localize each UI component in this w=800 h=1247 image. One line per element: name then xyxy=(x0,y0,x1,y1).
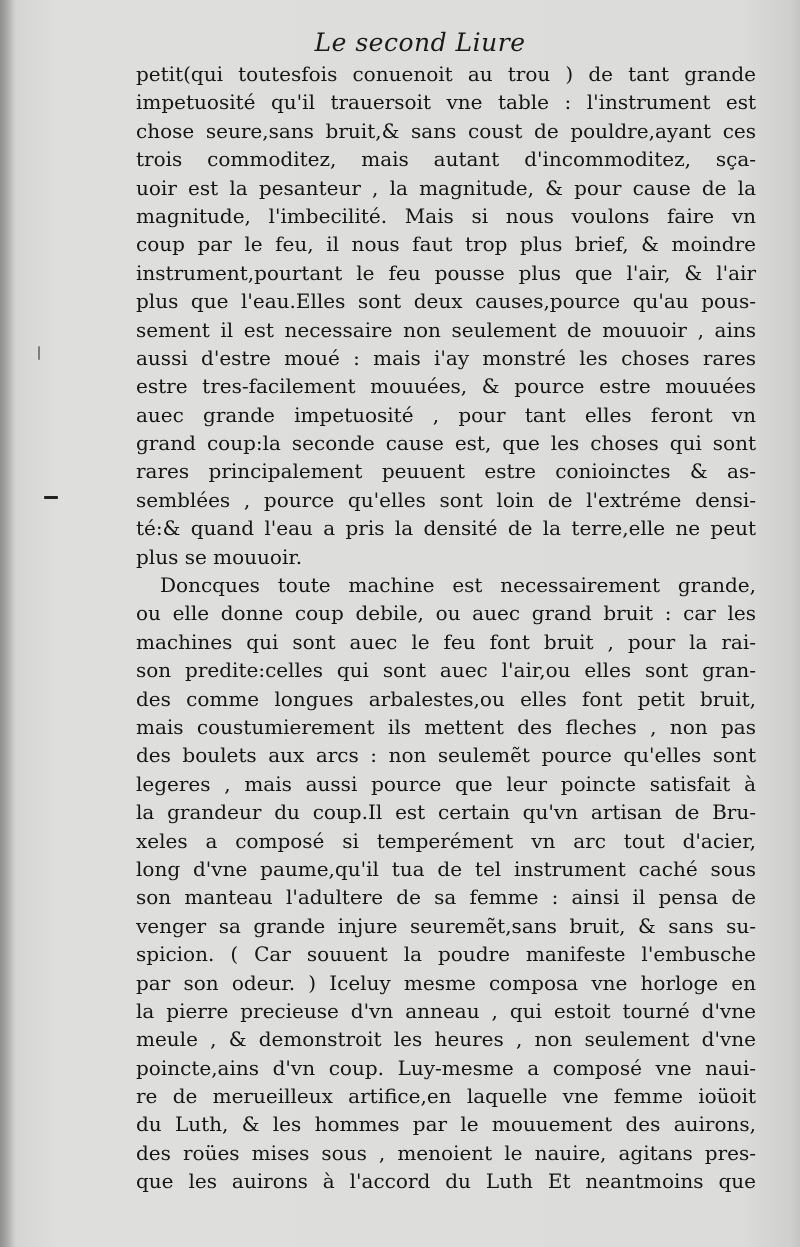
text-line: plus que l'eau.Elles sont deux causes,pource qu'au pous- xyxy=(136,289,756,314)
text-line: machines qui sont auec le feu font bruit , pour la rai- xyxy=(136,629,756,654)
running-head-text: Le second Liure xyxy=(314,28,526,57)
text-line: rares principalement peuuent estre conioinctes & as- xyxy=(136,459,756,484)
gutter-shadow xyxy=(0,0,14,1247)
text-line: des roües mises sous , menoient le nauire, agitans pres- xyxy=(136,1140,756,1165)
body-text xyxy=(136,60,756,1196)
text-line: par son odeur. ) Iceluy mesme composa vne horloge en xyxy=(136,970,756,995)
text-line: instrument,pourtant le feu pousse plus que l'air, & l'air xyxy=(136,260,756,285)
text-line: plus se mouuoir. xyxy=(136,544,303,569)
text-line: estre tres-facilement mouuées, & pource estre mouuées xyxy=(136,374,756,399)
text-line: meule , & demonstroit les heures , non seulement d'vne xyxy=(136,1027,756,1052)
text-line: xeles a composé si temperément vn arc tout d'acier, xyxy=(136,828,756,853)
text-line: re de merueilleux artifice,en laquelle vne femme ioüoit xyxy=(136,1084,756,1109)
paragraph-first-line: Doncques toute machine est necessairement grande, xyxy=(160,573,756,598)
text-line: ou elle donne coup debile, ou auec grand bruit : car les xyxy=(136,601,756,626)
running-head xyxy=(0,28,800,57)
text-line: mais coustumierement ils mettent des fleches , non pas xyxy=(136,714,756,739)
text-line: coup par le feu, il nous faut trop plus brief, & moindre xyxy=(136,232,756,257)
text-line: la pierre precieuse d'vn anneau , qui estoit tourné d'vne xyxy=(136,998,756,1023)
margin-mark xyxy=(38,346,40,360)
text-line: son manteau l'adultere de sa femme : ainsi il pensa de xyxy=(136,885,756,910)
text-line: impetuosité qu'il trauersoit vne table : l'instrument est xyxy=(136,90,756,115)
text-line: té:& quand l'eau a pris la densité de la terre,elle ne peut xyxy=(136,516,756,541)
text-line: que les auirons à l'accord du Luth Et neantmoins que xyxy=(136,1169,756,1194)
text-line: uoir est la pesanteur , la magnitude, & pour cause de la xyxy=(136,175,756,200)
text-line: semblées , pource qu'elles sont loin de l'extréme densi- xyxy=(136,487,756,512)
text-line: petit(qui toutesfois conuenoit au trou ) de tant grande xyxy=(136,62,756,86)
margin-mark xyxy=(44,496,58,499)
text-line: auec grande impetuosité , pour tant elles feront vn xyxy=(136,402,756,427)
text-line: chose seure,sans bruit,& sans coust de pouldre,ayant ces xyxy=(136,118,756,143)
text-line: poincte,ains d'vn coup. Luy-mesme a composé vne naui- xyxy=(136,1055,756,1080)
text-line: son predite:celles qui sont auec l'air,ou elles sont gran- xyxy=(136,658,756,683)
text-line: du Luth, & les hommes par le mouuement des auirons, xyxy=(136,1112,756,1137)
text-line: venger sa grande injure seuremẽt,sans bruit, & sans su- xyxy=(136,913,756,938)
text-line: aussi d'estre moué : mais i'ay monstré les choses rares xyxy=(136,345,756,370)
text-line: spicion. ( Car souuent la poudre manifeste l'embusche xyxy=(136,942,756,967)
text-line: magnitude, l'imbecilité. Mais si nous voulons faire vn xyxy=(136,203,756,228)
text-line: des boulets aux arcs : non seulemẽt pource qu'elles sont xyxy=(136,743,756,768)
text-line: sement il est necessaire non seulement de mouuoir , ains xyxy=(136,317,756,342)
text-line: legeres , mais aussi pource que leur poincte satisfait à xyxy=(136,771,756,796)
text-line: trois commoditez, mais autant d'incommoditez, sça- xyxy=(136,147,756,172)
text-line: la grandeur du coup.Il est certain qu'vn artisan de Bru- xyxy=(136,800,756,825)
text-line: long d'vne paume,qu'il tua de tel instrument caché sous xyxy=(136,856,756,881)
text-line: des comme longues arbalestes,ou elles font petit bruit, xyxy=(136,686,756,711)
text-line: grand coup:la seconde cause est, que les choses qui sont xyxy=(136,431,756,456)
